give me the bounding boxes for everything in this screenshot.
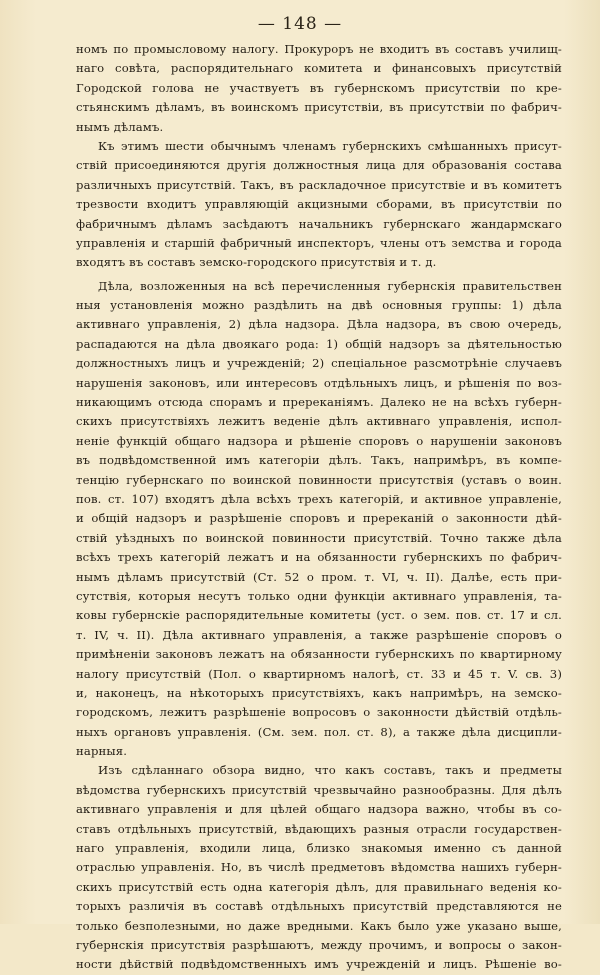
text-line: стьянскимъ дѣламъ, въ воинскомъ присутствіи, въ присутствіи по фабрич-: [76, 100, 562, 115]
text-line: скихъ присутствіяхъ лежитъ веденіе дѣлъ активнаго управленія, испол-: [76, 414, 562, 429]
text-line: активнаго управленія, 2) дѣла надзора. Дѣла надзора, въ свою очередь,: [76, 317, 562, 332]
text-line: ствій уѣздныхъ по воинской повинности присутствій. Точно также дѣла: [76, 530, 562, 545]
text-line: ковы губернскіе распорядительные комитеты (уст. о зем. пов. ст. 17 и сл.: [76, 608, 562, 623]
text-line: городскомъ, лежитъ разрѣшеніе вопросовъ о законности дѣйствій отдѣль-: [76, 705, 562, 720]
text-line: т. IV, ч. II). Дѣла активнаго управленія, а также разрѣшеніе споровъ о: [76, 627, 562, 642]
text-line: пов. ст. 107) входятъ дѣла всѣхъ трехъ категорій, и активное управленіе,: [76, 491, 562, 506]
text-line: примѣненіи законовъ лежатъ на обязанности губернскихъ по квартирному: [76, 647, 562, 662]
text-line: ныя установленія можно раздѣлить на двѣ основныя группы: 1) дѣла: [76, 298, 562, 313]
text-line: торыхъ различія въ составѣ отдѣльныхъ присутствій представляются не: [76, 899, 562, 914]
text-line: Изъ сдѣланнаго обзора видно, что какъ составъ, такъ и предметы: [98, 763, 562, 778]
text-line: налогу присутствій (Пол. о квартирномъ налогѣ, ст. 33 и 45 т. V. св. 3): [76, 666, 562, 681]
text-line: фабричнымъ дѣламъ засѣдаютъ начальникъ губернскаго жандармскаго: [76, 216, 562, 231]
text-line: различныхъ присутствій. Такъ, въ раскладочное присутствіе и въ комитетъ: [76, 177, 562, 192]
paragraph: [76, 761, 562, 974]
text-line: Дѣла, возложенныя на всѣ перечисленныя губернскія правительствен: [98, 278, 562, 293]
text-line: губернскія присутствія разрѣшаютъ, между прочимъ, и вопросы о закон-: [76, 937, 562, 952]
text-line: всѣхъ трехъ категорій лежатъ и на обязанности губернскихъ по фабрич-: [76, 550, 562, 565]
paragraph: [76, 40, 562, 137]
text-line: ставъ отдѣльныхъ присутствій, вѣдающихъ разныя отрасли государствен-: [76, 821, 562, 836]
text-line: и, наконецъ, на нѣкоторыхъ присутствіяхъ, какъ напримѣръ, на земско-: [76, 685, 562, 700]
paragraph: [76, 137, 562, 273]
text-line: скихъ присутствій есть одна категорія дѣлъ, для правильнаго веденія ко-: [76, 879, 562, 894]
page-number: — 148 —: [257, 14, 343, 34]
text-line: должностныхъ лицъ и учрежденій; 2) спеціальное разсмотрѣніе случаевъ: [76, 356, 562, 371]
text-line: неніе функцій общаго надзора и рѣшеніе споровъ о нарушеніи законовъ: [76, 433, 562, 448]
text-line: въ подвѣдомственной имъ категоріи дѣлъ. Такъ, напримѣръ, въ компе-: [76, 453, 562, 468]
text-line: нарушенія законовъ, или интересовъ отдѣльныхъ лицъ, и рѣшенія по воз-: [76, 375, 562, 390]
text-line: трезвости входитъ управляющій акцизными сборами, въ присутствіи по: [76, 197, 562, 212]
text-line: Къ этимъ шести обычнымъ членамъ губернскихъ смѣшанныхъ присут-: [98, 138, 562, 153]
text-line: вѣдомства губернскихъ присутствій чрезвычайно разнообразны. Для дѣлъ: [76, 782, 562, 797]
text-line: нымъ дѣламъ присутствій (Ст. 52 о пром. т. VI, ч. II). Далѣе, есть при-: [76, 569, 562, 584]
text-line: никающимъ отсюда спорамъ и пререканіямъ. Далеко не на всѣхъ губерн-: [76, 395, 562, 410]
text-line: ствій присоединяются другія должностныя лица для образованія состава: [76, 158, 562, 173]
text-line: тенцію губернскаго по воинской повинности присутствія (уставъ о воин.: [76, 472, 562, 487]
text-line: номъ по промысловому налогу. Прокуроръ не входитъ въ составъ училищ-: [76, 42, 562, 56]
text-line: только безполезными, но даже вредными. Какъ было уже указано выше,: [76, 918, 562, 933]
paragraph: [76, 277, 562, 762]
text-line: ности дѣйствій подвѣдомственныхъ имъ учрежденій и лицъ. Рѣшеніе во-: [76, 957, 562, 972]
text-line: наго совѣта, распорядительнаго комитета и финансовыхъ присутствій: [76, 61, 562, 76]
text-line: входятъ въ составъ земско-городского присутствія и т. д.: [76, 255, 437, 270]
text-line: сутствія, которыя несутъ только одни функціи активнаго управленія, та-: [76, 588, 562, 603]
text-line: наго управленія, входили лица, близко знакомыя именно съ данной: [76, 841, 562, 856]
text-line: распадаются на дѣла двоякаго рода: 1) общій надзоръ за дѣятельностью: [76, 336, 562, 351]
text-line: ныхъ органовъ управленія. (См. зем. пол. ст. 8), а также дѣла дисципли-: [76, 724, 562, 739]
text-line: нымъ дѣламъ.: [76, 119, 164, 134]
text-line: и общій надзоръ и разрѣшеніе споровъ и пререканій о законности дѣй-: [76, 511, 562, 526]
text-line: активнаго управленія и для цѣлей общаго надзора важно, чтобы въ со-: [76, 802, 562, 817]
text-line: отраслью управленія. Но, въ числѣ предметовъ вѣдомства нашихъ губерн-: [76, 860, 562, 875]
text-line: Городской голова не участвуетъ въ губернскомъ присутствіи по кре-: [76, 80, 562, 95]
text-line: управленія и старшій фабричный инспекторъ, члены отъ земства и города: [76, 235, 562, 250]
text-line: нарныя.: [76, 744, 128, 759]
body-text: [76, 40, 562, 975]
